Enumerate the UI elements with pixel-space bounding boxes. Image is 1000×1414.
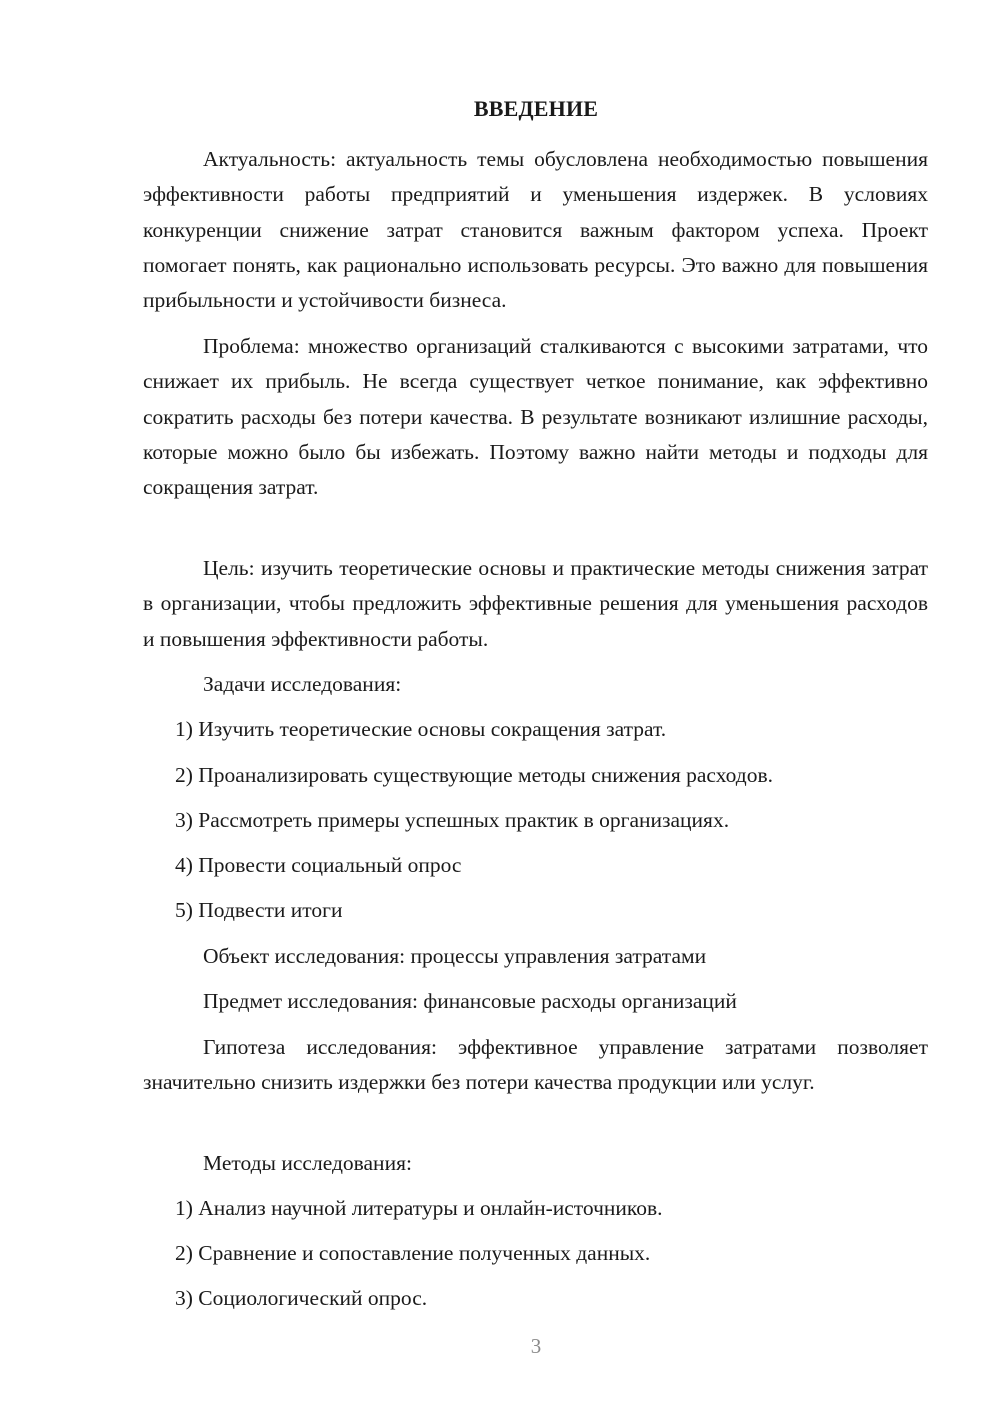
page-title: ВВЕДЕНИЕ xyxy=(473,96,599,121)
problem-paragraph: Проблема: множество организаций сталкиваются с высокими затратами, что снижает их прибыль. Не всегда существует четкое понимание, как эффективно сократить расходы без потери качества. В результате возникают излишние расходы, которые можно было бы избежать. Поэтому важно найти методы и подходы для сокращения затрат. xyxy=(143,334,928,500)
research-subject: Предмет исследования: финансовые расходы организаций xyxy=(203,989,737,1013)
method-item: 2) Сравнение и сопоставление полученных данных. xyxy=(175,1241,651,1265)
research-object: Объект исследования: процессы управления затратами xyxy=(203,944,707,968)
methods-title: Методы исследования: xyxy=(203,1151,412,1175)
task-item: 5) Подвести итоги xyxy=(175,898,343,922)
task-item: 3) Рассмотреть примеры успешных практик в организациях. xyxy=(175,808,730,832)
goal-paragraph: Цель: изучить теоретические основы и практические методы снижения затрат в организации, чтобы предложить эффективные решения для уменьшения расходов и повышения эффективности работы. xyxy=(143,556,928,651)
hypothesis-paragraph: Гипотеза исследования: эффективное управление затратами позволяет значительно снизить издержки без потери качества продукции или услуг. xyxy=(143,1035,928,1095)
task-item: 1) Изучить теоретические основы сокращения затрат. xyxy=(175,717,667,741)
tasks-title: Задачи исследования: xyxy=(203,672,402,696)
task-item: 2) Проанализировать существующие методы снижения расходов. xyxy=(175,763,773,787)
task-item: 4) Провести социальный опрос xyxy=(175,853,462,877)
relevance-paragraph: Актуальность: актуальность темы обусловлена необходимостью повышения эффективности работы предприятий и уменьшения издержек. В условиях конкуренции снижение затрат становится важным фактором успеха. Проект помогает понять, как рационально использовать ресурсы. Это важно для повышения прибыльности и устойчивости бизнеса. xyxy=(143,147,928,313)
method-item: 1) Анализ научной литературы и онлайн-источников. xyxy=(175,1196,663,1220)
page-number: 3 xyxy=(530,1334,542,1358)
method-item: 3) Социологический опрос. xyxy=(175,1286,428,1310)
